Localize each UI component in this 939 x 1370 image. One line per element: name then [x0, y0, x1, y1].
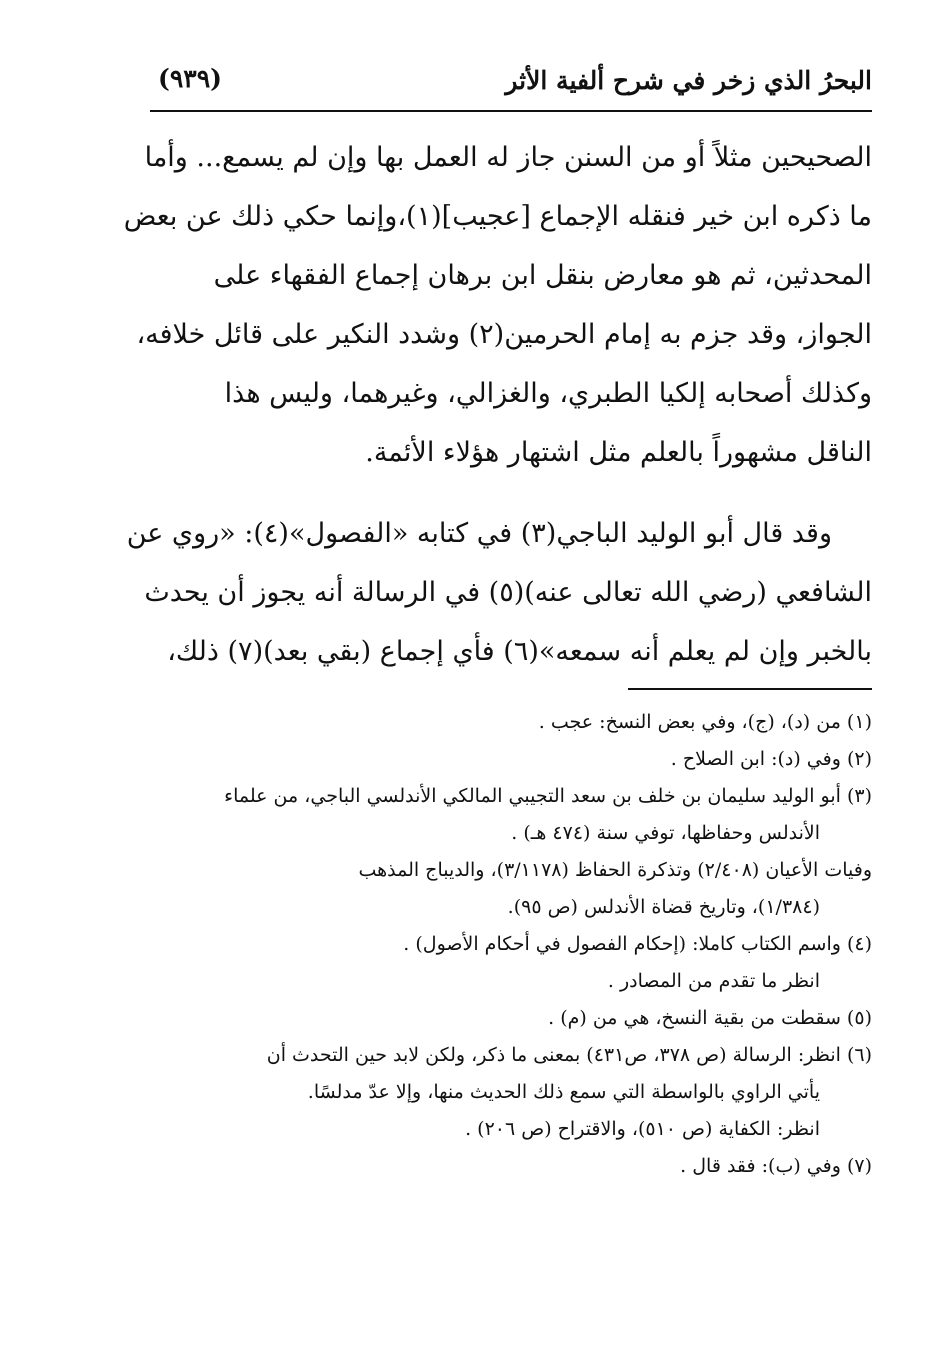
footnote-line: (٥) سقطت من بقية النسخ، هي من (م) .: [548, 1007, 872, 1029]
footnote-line: (١) من (د)، (ج)، وفي بعض النسخ: عجب .: [538, 711, 872, 733]
text-line: ما ذكره ابن خير فنقله الإجماع [عجيب](١)،وإنما حكي ذلك عن بعض: [123, 201, 872, 232]
text-line: الشافعي (رضي الله تعالى عنه)(٥) في الرسالة أنه يجوز أن يحدث: [144, 577, 872, 608]
text-line: وقد قال أبو الوليد الباجي(٣) في كتابه «الفصول»(٤): «روي عن: [126, 518, 832, 549]
page-number: (٩٣٩): [158, 64, 222, 93]
footnote-line: (٤) واسم الكتاب كاملا: (إحكام الفصول في أحكام الأصول) .: [403, 933, 872, 955]
footnote-line: وفيات الأعيان (٢/٤٠٨) وتذكرة الحفاظ (٣/١١٧٨)، والديباج المذهب: [358, 859, 872, 881]
text-line: بالخبر وإن لم يعلم أنه سمعه»(٦) فأي إجماع (بقي بعد)(٧) ذلك،: [167, 636, 872, 667]
text-line: المحدثين، ثم هو معارض بنقل ابن برهان إجماع الفقهاء على: [213, 260, 872, 291]
footnote-line: (١/٣٨٤)، وتاريخ قضاة الأندلس (ص ٩٥).: [507, 896, 820, 918]
footnote-line: يأتي الراوي بالواسطة التي سمع ذلك الحديث منها، وإلا عدّ مدلسًا.: [307, 1081, 820, 1103]
footnote-line: (٧) وفي (ب): فقد قال .: [680, 1155, 872, 1177]
header-title: البحرُ الذي زخر في شرح ألفية الأثر: [505, 66, 872, 95]
main-text: [123, 128, 872, 681]
footnote-line: (٦) انظر: الرسالة (ص ٣٧٨، ص٤٣١) بمعنى ما ذكر، ولكن لابد حين التحدث أن: [266, 1044, 872, 1066]
footnotes: [150, 704, 872, 1185]
header-divider: [150, 110, 872, 112]
footnote-line: (٣) أبو الوليد سليمان بن خلف بن سعد التجيبي المالكي الأندلسي الباجي، من علماء: [224, 785, 872, 807]
footnote-line: انظر ما تقدم من المصادر .: [607, 970, 820, 992]
text-line: الصحيحين مثلاً أو من السنن جاز له العمل بها وإن لم يسمع... وأما: [144, 142, 872, 173]
footnote-divider: [628, 688, 872, 690]
text-line: وكذلك أصحابه إلكيا الطبري، والغزالي، وغيرهما، وليس هذا: [224, 378, 872, 409]
running-header: [150, 60, 872, 110]
footnote-line: الأندلس وحفاظها، توفي سنة (٤٧٤ هـ) .: [511, 822, 820, 844]
footnote-line: (٢) وفي (د): ابن الصلاح .: [670, 748, 872, 770]
text-line: الناقل مشهوراً بالعلم مثل اشتهار هؤلاء الأئمة.: [365, 437, 872, 468]
text-line: الجواز، وقد جزم به إمام الحرمين(٢) وشدد النكير على قائل خلافه،: [136, 319, 872, 350]
paragraph-gap: [150, 482, 872, 504]
footnote-line: انظر: الكفاية (ص ٥١٠)، والاقتراح (ص ٢٠٦) .: [465, 1118, 820, 1140]
